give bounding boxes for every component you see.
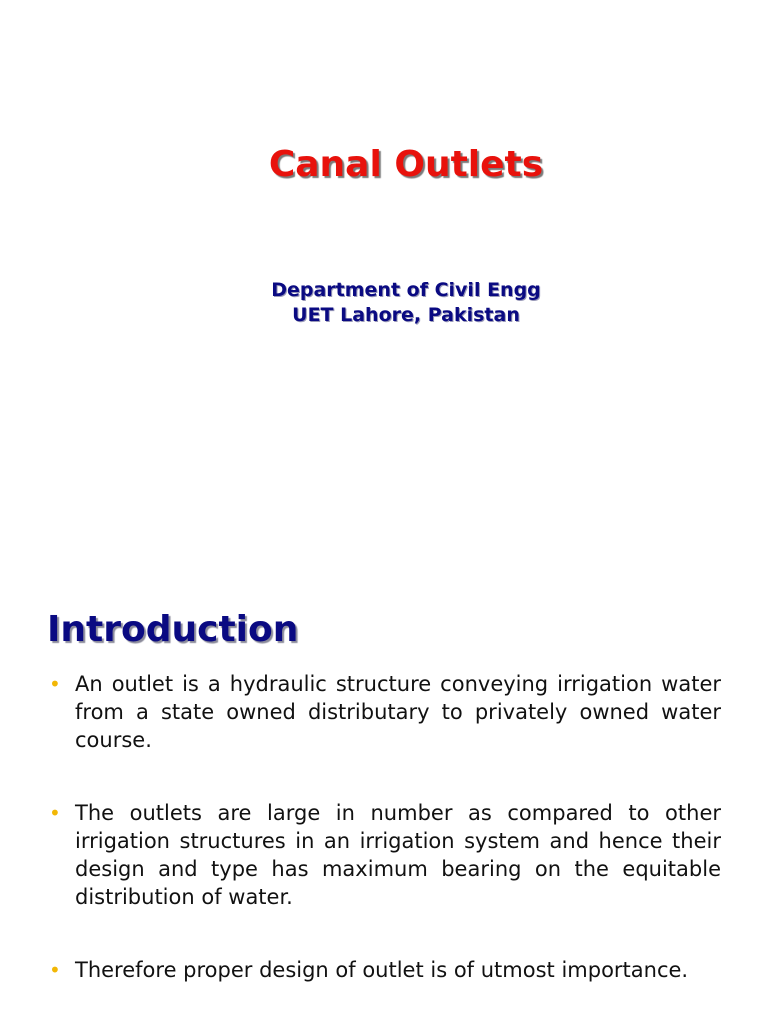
subtitle-university: UET Lahore, Pakistan (292, 304, 520, 326)
bullet-text: An outlet is a hydraulic structure conveying irrigation water from a state owned distributary to privately owned water course. (75, 672, 721, 752)
bullet-item (47, 670, 721, 754)
bullet-dot-icon: • (49, 672, 61, 696)
bullet-item (47, 799, 721, 911)
slide-title: Canal Outlets (268, 144, 544, 185)
bullet-item (47, 956, 721, 984)
introduction-slide (0, 580, 768, 1024)
slide-heading: Introduction (47, 609, 299, 650)
subtitle-department: Department of Civil Engg (271, 279, 541, 301)
bullet-dot-icon: • (49, 958, 61, 982)
bullet-text: The outlets are large in number as compared to other irrigation structures in an irrigation system and hence their design and type has maximum bearing on the equitable distribution of water. (75, 801, 721, 909)
bullet-dot-icon: • (49, 801, 61, 825)
slide-subtitle (0, 278, 768, 328)
bullet-list (47, 670, 721, 1029)
bullet-text: Therefore proper design of outlet is of utmost importance. (75, 958, 689, 982)
